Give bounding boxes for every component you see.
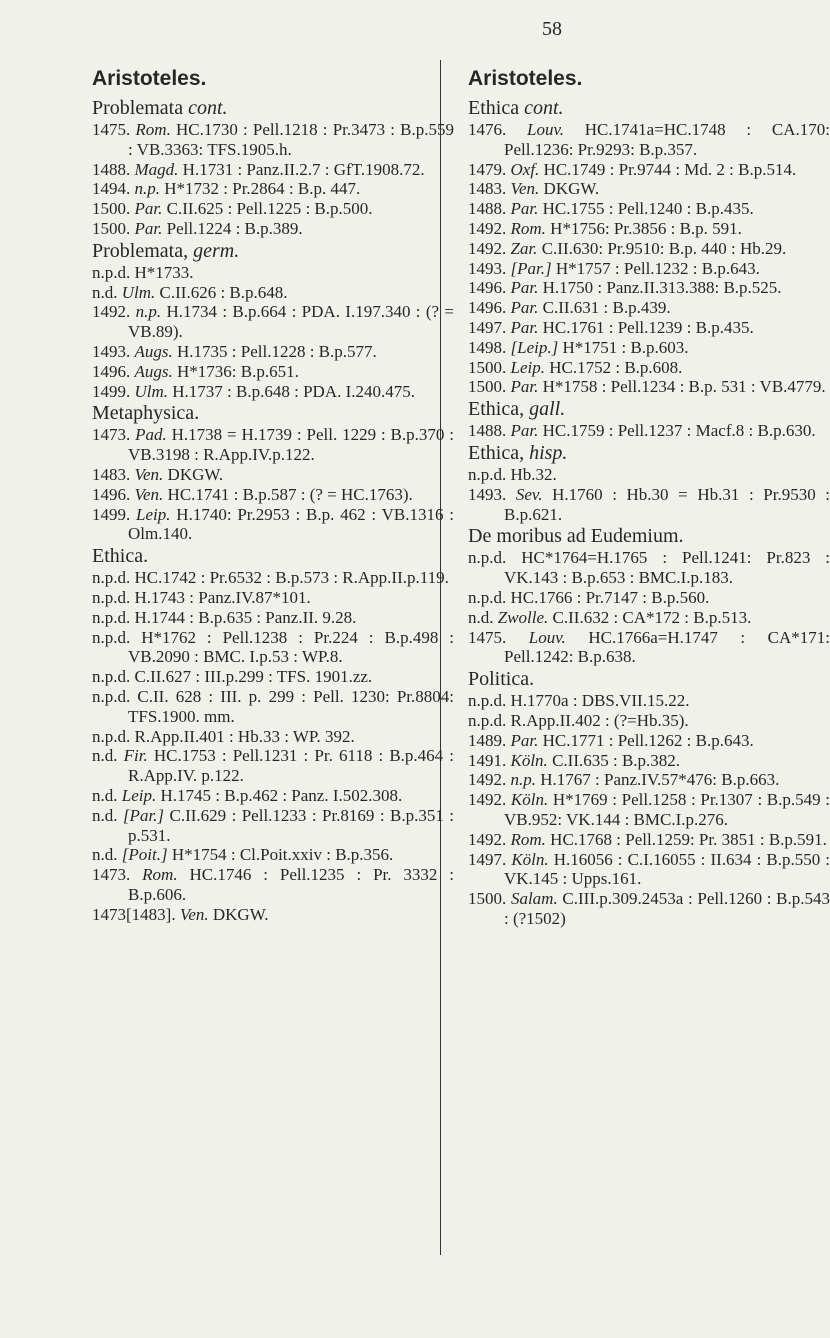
entry-refs: DKGW.	[212, 904, 269, 924]
entry-refs: HC.1766 : Pr.7147 : B.p.560.	[510, 587, 710, 607]
section-title-text: Metaphysica.	[92, 402, 200, 425]
list-item	[92, 342, 454, 362]
entry-refs: H.1744 : B.p.635 : Panz.II. 9.28.	[134, 607, 357, 627]
entry-place: Par.	[510, 730, 539, 750]
entry-place: Par.	[510, 298, 539, 318]
list-item	[92, 465, 454, 485]
entry-year: 1498.	[468, 337, 507, 357]
section-title-text: Ethica,	[468, 398, 525, 421]
section-title	[468, 397, 830, 421]
section-title-text: Problemata,	[92, 239, 189, 262]
entry-refs: H.1760 : Hb.30 = Hb.31 : Pr.9530 : B.p.621.	[504, 484, 830, 524]
entry-refs: HC.1741a=HC.1748 : CA.170: Pell.1236: Pr.9293: B.p.357.	[504, 120, 830, 159]
entry-place: Augs.	[134, 361, 173, 381]
entry-year: 1496.	[468, 298, 507, 318]
list-item	[92, 786, 454, 806]
list-item	[92, 283, 454, 303]
entry-place: Zwolle.	[497, 607, 549, 627]
entry-refs: H*1751 : B.p.603.	[562, 337, 689, 357]
entry-refs: H*1754 : Cl.Poit.xxiv : B.p.356.	[171, 845, 394, 865]
entry-refs: HC.1755 : Pell.1240 : B.p.435.	[542, 199, 754, 219]
entry-refs: H*1762 : Pell.1238 : Pr.224 : B.p.498 : VB.2090 : BMC. I.p.53 : WP.8.	[128, 627, 454, 667]
entry-year: n.d.	[92, 845, 118, 865]
entry-refs: HC.1746 : Pell.1235 : Pr. 3332 : B.p.606.	[128, 865, 455, 904]
entry-refs: H.1770a : DBS.VII.15.22.	[510, 691, 690, 711]
section-title-text: Ethica,	[468, 441, 525, 464]
entry-refs: DKGW.	[167, 464, 224, 484]
list-item	[468, 608, 830, 628]
entry-year: 1496.	[92, 484, 131, 504]
entry-year: 1488.	[468, 199, 507, 219]
list-item	[92, 608, 454, 628]
entry-refs: H*1758 : Pell.1234 : B.p. 531 : VB.4779.	[542, 377, 826, 397]
entry-year: n.p.d.	[92, 667, 131, 687]
entry-place: Ven.	[179, 904, 209, 924]
list-item	[92, 727, 454, 747]
entry-place: Rom.	[510, 218, 546, 238]
entry-place: Par.	[510, 317, 539, 337]
entry-place: Ven.	[134, 484, 164, 504]
entry-place: Sev.	[515, 484, 543, 504]
list-item	[468, 628, 830, 668]
section-title	[468, 524, 830, 548]
list-item	[468, 485, 830, 525]
entry-place: Par.	[134, 199, 163, 219]
entry-place: [Leip.]	[510, 337, 559, 357]
entry-year: 1483.	[468, 179, 507, 199]
list-item	[468, 790, 830, 830]
section-qualifier: hisp.	[529, 441, 568, 464]
entry-year: 1500.	[92, 218, 131, 238]
list-item	[92, 382, 454, 402]
entry-place: Pad.	[135, 425, 167, 445]
entry-year: 1492.	[468, 218, 507, 238]
list-item	[468, 421, 830, 441]
entry-year: 1492.	[468, 790, 507, 810]
entry-year: 1479.	[468, 159, 507, 179]
entry-place: n.p.	[134, 179, 160, 199]
list-item	[92, 667, 454, 687]
entry-year: 1500.	[468, 377, 507, 397]
entry-place: Louv.	[528, 627, 566, 647]
entry-year: 1497.	[468, 849, 507, 869]
page-number: 58	[542, 18, 562, 40]
entry-year: 1492.	[468, 829, 507, 849]
entry-year: 1500.	[468, 357, 507, 377]
entry-refs: H.1750 : Panz.II.313.388: B.p.525.	[542, 278, 782, 298]
list-item	[92, 362, 454, 382]
entry-place: Ven.	[510, 179, 540, 199]
entry-refs: HC.1753 : Pell.1231 : Pr. 6118 : B.p.464 : R.App.IV. p.122.	[128, 746, 455, 786]
entry-place: Leip.	[510, 357, 545, 377]
entry-refs: C.II.625 : Pell.1225 : B.p.500.	[166, 199, 373, 219]
entry-refs: H.16056 : C.I.16055 : II.634 : B.p.550 : VK.145 : Upps.161.	[504, 849, 830, 889]
list-item	[92, 505, 454, 545]
list-item	[468, 377, 830, 397]
list-item	[92, 687, 454, 727]
list-item	[468, 830, 830, 850]
list-item	[92, 263, 454, 283]
entry-refs: C.II.631 : B.p.439.	[542, 298, 671, 318]
entry-refs: C.II.635 : B.p.382.	[552, 750, 681, 770]
entry-year: 1500.	[92, 199, 131, 219]
entry-year: n.p.d.	[92, 726, 131, 746]
entry-refs: HC.1761 : Pell.1239 : B.p.435.	[542, 317, 754, 337]
list-item	[92, 179, 454, 199]
entry-refs: R.App.II.402 : (?=Hb.35).	[510, 710, 689, 730]
entry-place: Fir.	[123, 746, 148, 766]
entry-place: Köln.	[510, 750, 548, 770]
list-item	[468, 548, 830, 588]
entry-refs: C.II.630: Pr.9510: B.p. 440 : Hb.29.	[541, 238, 787, 258]
entry-year: n.p.d.	[468, 710, 507, 730]
list-item	[468, 298, 830, 318]
list-item	[468, 259, 830, 279]
entry-year: 1493.	[468, 484, 507, 504]
list-item	[92, 219, 454, 239]
list-item	[468, 770, 830, 790]
list-item	[468, 711, 830, 731]
entry-place: Par.	[510, 278, 539, 298]
list-item	[468, 850, 830, 890]
entry-refs: H*1732 : Pr.2864 : B.p. 447.	[164, 179, 361, 199]
entry-year: 1493.	[468, 258, 507, 278]
entry-year: n.p.d.	[468, 548, 507, 568]
entry-place: Leip.	[136, 504, 171, 524]
entry-year: n.p.d.	[92, 262, 131, 282]
list-item	[92, 746, 454, 786]
entry-year: n.p.d.	[92, 627, 131, 647]
entry-refs: C.II.629 : Pell.1233 : Pr.8169 : B.p.351 : p.531.	[128, 805, 455, 845]
entry-place: Par.	[510, 421, 539, 441]
entry-year: 1488.	[468, 421, 507, 441]
entry-year: 1473.	[92, 425, 131, 445]
entry-year: 1491.	[468, 750, 507, 770]
entry-year: 1475.	[468, 627, 507, 647]
entry-place: [Par.]	[510, 258, 552, 278]
entry-refs: DKGW.	[543, 179, 600, 199]
section-title-text: Politica.	[468, 668, 535, 691]
list-item	[468, 338, 830, 358]
entry-place: Ulm.	[134, 381, 169, 401]
list-item	[468, 731, 830, 751]
entry-year: 1492.	[468, 770, 507, 790]
entry-year: n.p.d.	[92, 568, 131, 588]
section-qualifier: gall.	[529, 398, 566, 421]
list-item	[468, 179, 830, 199]
entry-refs: C.II.627 : III.p.299 : TFS. 1901.zz.	[134, 667, 373, 687]
list-item	[468, 120, 830, 160]
entry-refs: HC.1752 : B.p.608.	[549, 357, 683, 377]
section-title	[468, 667, 830, 691]
list-item	[92, 485, 454, 505]
entry-place: Leip.	[121, 785, 157, 805]
list-item	[92, 425, 454, 465]
list-item	[468, 219, 830, 239]
list-item	[468, 751, 830, 771]
entry-refs: Pell.1224 : B.p.389.	[166, 218, 303, 238]
entry-year: 1499.	[92, 381, 131, 401]
entry-year: 1492.	[92, 302, 131, 322]
entry-place: n.p.	[135, 302, 162, 322]
entry-refs: H.1743 : Panz.IV.87*101.	[134, 587, 311, 607]
entry-year: 1473[1483].	[92, 904, 176, 924]
entry-place: Augs.	[134, 341, 173, 361]
list-item	[92, 199, 454, 219]
entry-year: n.d.	[92, 746, 118, 766]
section-title	[92, 96, 454, 120]
list-item	[468, 318, 830, 338]
entry-refs: R.App.II.401 : Hb.33 : WP. 392.	[134, 726, 355, 746]
left-column	[92, 66, 454, 924]
entry-place: Par.	[134, 218, 163, 238]
entry-year: 1497.	[468, 317, 507, 337]
entry-year: 1500.	[468, 889, 507, 909]
entry-year: 1476.	[468, 120, 507, 139]
entry-year: 1492.	[468, 238, 507, 258]
section-title-text: Ethica	[468, 97, 520, 119]
entry-refs: H.1740: Pr.2953 : B.p. 462 : VB.1316 : Olm.140.	[128, 504, 454, 544]
section-qualifier: cont.	[524, 97, 564, 119]
list-item	[92, 160, 454, 180]
list-item	[92, 865, 454, 905]
section-title	[468, 96, 830, 120]
section-qualifier: cont.	[188, 97, 228, 119]
list-item	[92, 568, 454, 588]
entry-refs: C.III.p.309.2453a : Pell.1260 : B.p.543 : (?1502)	[504, 889, 830, 928]
entry-place: n.p.	[510, 770, 536, 790]
author-heading: Aristoteles.	[468, 67, 583, 90]
entry-refs: HC*1764=H.1765 : Pell.1241: Pr.823 : VK.143 : B.p.653 : BMC.I.p.183.	[504, 548, 830, 588]
section-title	[468, 441, 830, 465]
entry-place: Magd.	[134, 159, 179, 179]
list-item	[468, 199, 830, 219]
entry-refs: C.II. 628 : III. p. 299 : Pell. 1230: Pr.8804: TFS.1900. mm.	[128, 686, 455, 726]
entry-year: n.p.d.	[468, 691, 507, 711]
entry-refs: H.1731 : Panz.II.2.7 : GfT.1908.72.	[182, 159, 425, 179]
entry-refs: H*1756: Pr.3856 : B.p. 591.	[550, 218, 742, 238]
entry-refs: HC.1749 : Pr.9744 : Md. 2 : B.p.514.	[543, 159, 797, 179]
entry-year: n.p.d.	[468, 464, 507, 484]
entry-place: Salam.	[510, 889, 558, 909]
entry-place: Louv.	[527, 120, 565, 139]
entry-year: n.p.d.	[92, 607, 131, 627]
list-item	[468, 239, 830, 259]
entry-refs: Hb.32.	[510, 464, 557, 484]
section-qualifier: germ.	[193, 239, 240, 262]
list-item	[468, 889, 830, 929]
list-item	[92, 806, 454, 846]
entry-refs: H*1757 : Pell.1232 : B.p.643.	[555, 258, 760, 278]
entry-refs: C.II.626 : B.p.648.	[159, 282, 288, 302]
entry-refs: H.1767 : Panz.IV.57*476: B.p.663.	[540, 770, 780, 790]
list-item	[468, 278, 830, 298]
entry-year: 1473.	[92, 865, 131, 885]
author-heading: Aristoteles.	[92, 67, 207, 90]
entry-refs: HC.1768 : Pell.1259: Pr. 3851 : B.p.591.	[550, 829, 827, 849]
entry-place: Köln.	[510, 790, 549, 810]
entry-place: Zar.	[510, 238, 538, 258]
entry-place: Rom.	[135, 120, 171, 139]
entry-place: Rom.	[142, 865, 178, 885]
section-title	[92, 239, 454, 263]
list-item	[92, 628, 454, 668]
entry-year: 1493.	[92, 341, 131, 361]
section-title-text: Problemata	[92, 97, 184, 119]
list-item	[92, 588, 454, 608]
entry-refs: H*1769 : Pell.1258 : Pr.1307 : B.p.549 : VB.952: VK.144 : BMC.I.p.276.	[504, 790, 830, 829]
section-title-text: Ethica.	[92, 545, 149, 568]
entry-refs: H.1735 : Pell.1228 : B.p.577.	[177, 341, 377, 361]
entry-place: Köln.	[511, 849, 549, 869]
entry-year: n.d.	[92, 785, 118, 805]
entry-refs: H*1736: B.p.651.	[177, 361, 299, 381]
entry-year: n.d.	[468, 607, 494, 627]
entry-refs: HC.1771 : Pell.1262 : B.p.643.	[542, 730, 754, 750]
entry-refs: H.1737 : B.p.648 : PDA. I.240.475.	[172, 381, 416, 401]
entry-year: n.p.d.	[468, 587, 507, 607]
list-item	[468, 465, 830, 485]
entry-year: 1499.	[92, 504, 131, 524]
entry-year: 1494.	[92, 179, 131, 199]
section-title	[92, 544, 454, 568]
entry-refs: H*1733.	[134, 262, 194, 282]
entry-refs: H.1738 = H.1739 : Pell. 1229 : B.p.370 : VB.3198 : R.App.IV.p.122.	[128, 425, 454, 465]
entry-year: 1496.	[92, 361, 131, 381]
section-title	[92, 401, 454, 425]
entry-refs: HC.1741 : B.p.587 : (? = HC.1763).	[167, 484, 413, 504]
right-column	[468, 66, 830, 929]
entry-place: [Par.]	[122, 805, 165, 825]
entry-place: Ulm.	[121, 282, 156, 302]
list-item	[92, 905, 454, 925]
list-item	[92, 845, 454, 865]
entry-place: [Poit.]	[121, 845, 168, 865]
entry-year: n.p.d.	[92, 587, 131, 607]
entry-year: 1489.	[468, 730, 507, 750]
list-item	[468, 691, 830, 711]
list-item	[92, 302, 454, 342]
list-item	[92, 120, 454, 160]
entry-year: 1475.	[92, 120, 131, 139]
entry-place: Par.	[510, 377, 539, 397]
entry-refs: H.1745 : B.p.462 : Panz. I.502.308.	[160, 785, 403, 805]
entry-year: 1483.	[92, 464, 131, 484]
entry-year: 1496.	[468, 278, 507, 298]
list-item	[468, 358, 830, 378]
entry-refs: HC.1766a=H.1747 : CA*171: Pell.1242: B.p.638.	[504, 627, 830, 667]
entry-refs: HC.1742 : Pr.6532 : B.p.573 : R.App.II.p.119.	[134, 568, 449, 588]
entry-refs: HC.1759 : Pell.1237 : Macf.8 : B.p.630.	[542, 421, 816, 441]
entry-place: Oxf.	[510, 159, 540, 179]
entry-year: n.d.	[92, 282, 118, 302]
list-item	[468, 588, 830, 608]
entry-place: Ven.	[134, 464, 164, 484]
entry-refs: H.1734 : B.p.664 : PDA. I.197.340 : (? = VB.89).	[128, 302, 455, 342]
entry-place: Rom.	[510, 829, 546, 849]
entry-year: 1488.	[92, 159, 131, 179]
entry-refs: HC.1730 : Pell.1218 : Pr.3473 : B.p.559 : VB.3363: TFS.1905.h.	[128, 120, 455, 159]
section-title-text: De moribus ad Eudemium.	[468, 525, 684, 548]
entry-place: Par.	[510, 199, 539, 219]
entry-year: n.d.	[92, 805, 118, 825]
entry-refs: C.II.632 : CA*172 : B.p.513.	[552, 607, 752, 627]
list-item	[468, 160, 830, 180]
entry-year: n.p.d.	[92, 686, 131, 706]
